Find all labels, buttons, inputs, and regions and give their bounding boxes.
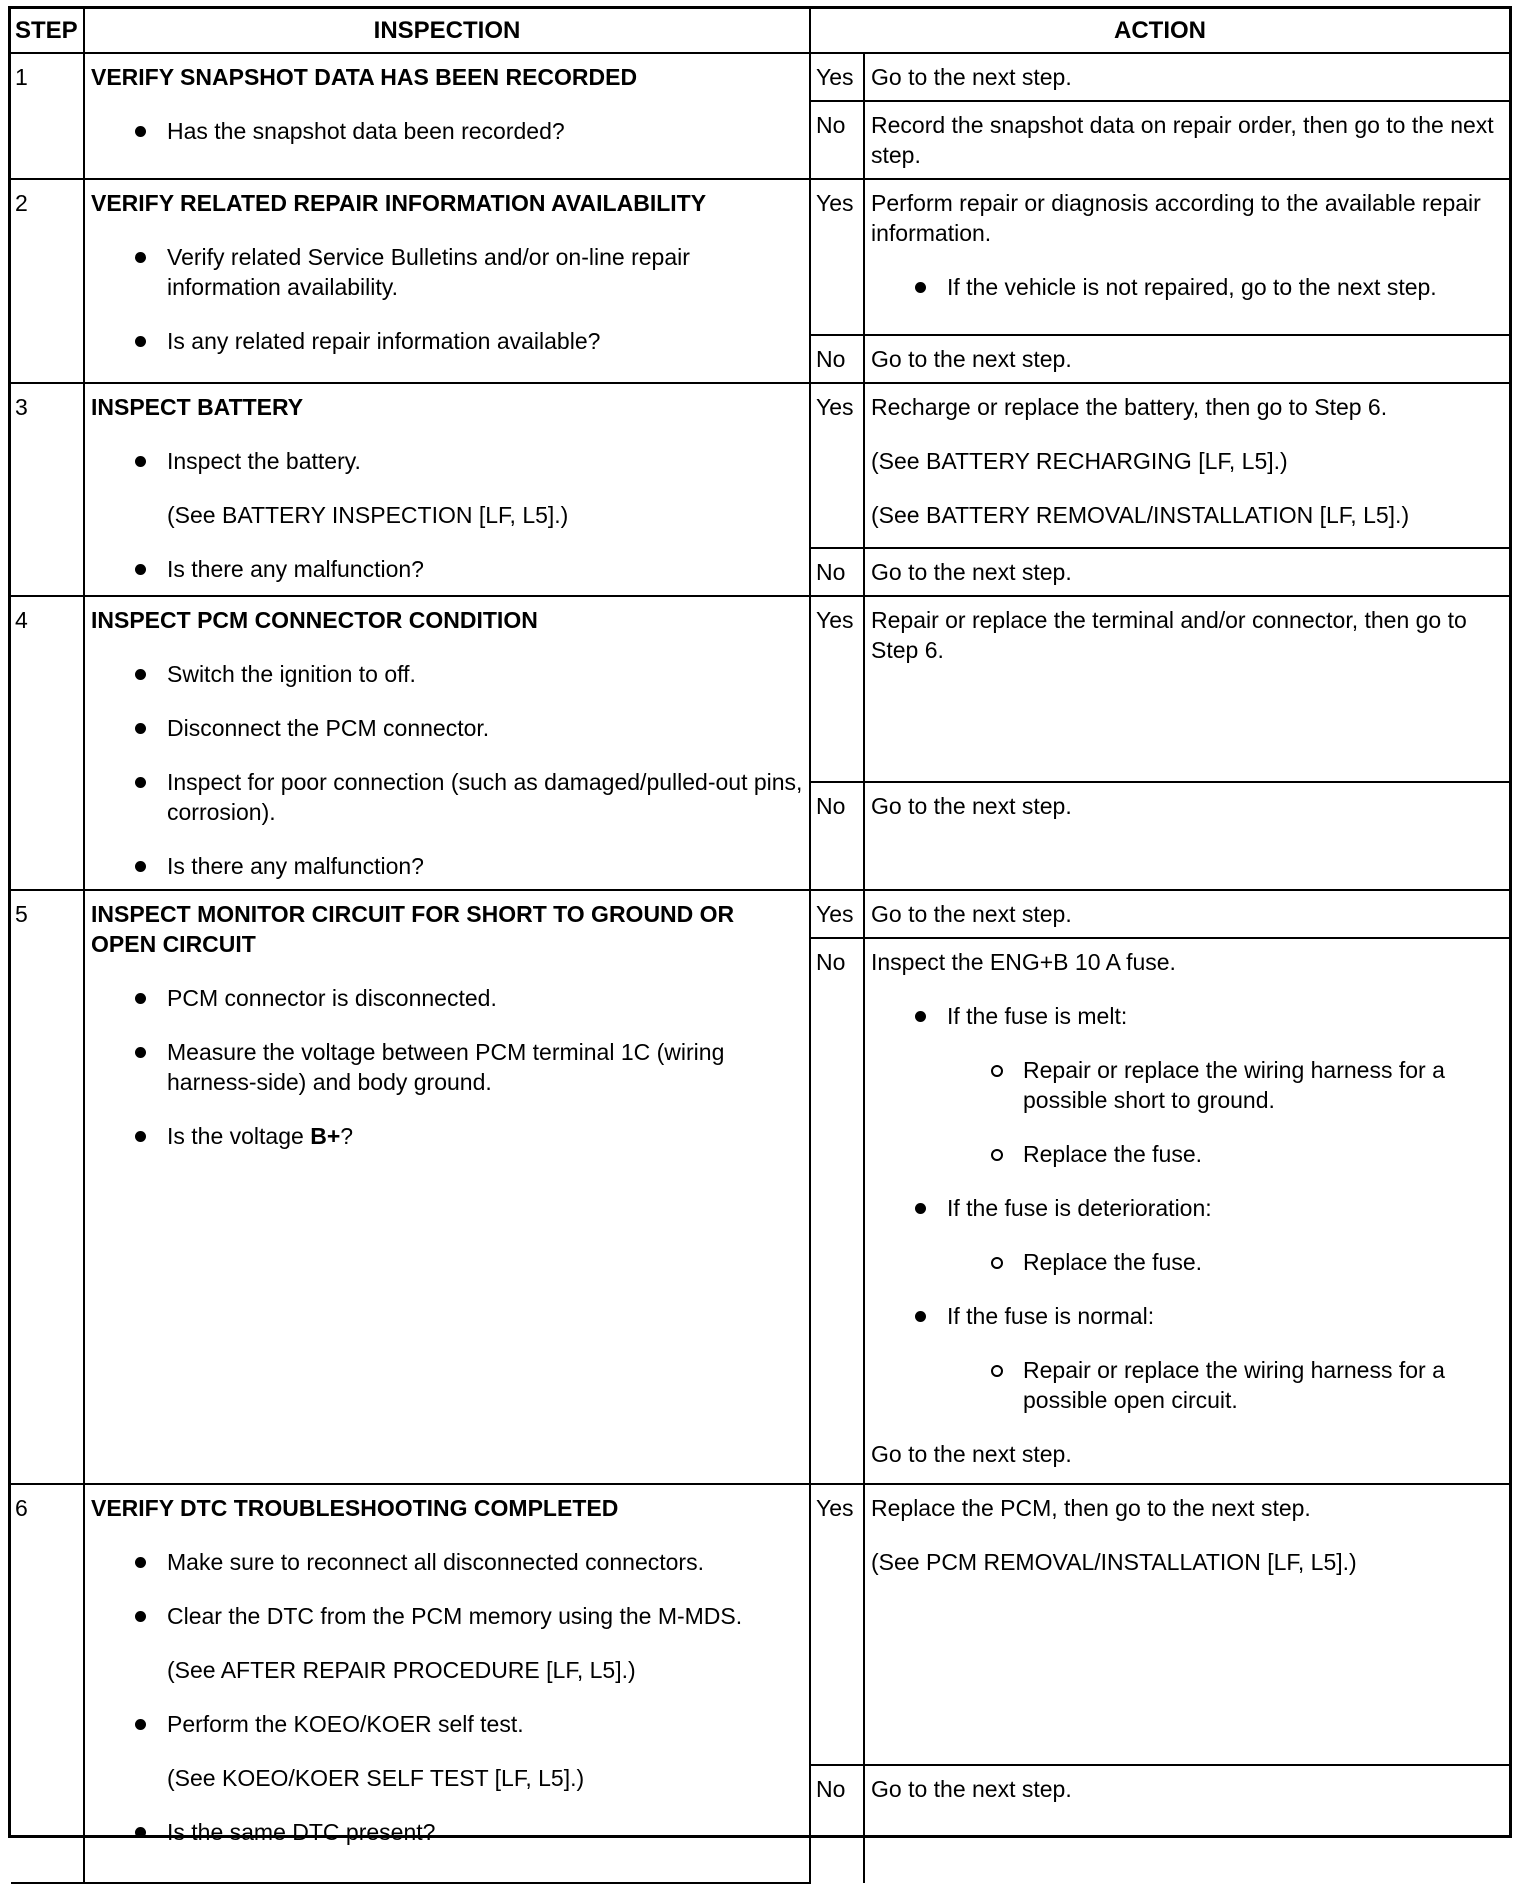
step-6-yes-text: Replace the PCM, then go to the next step. — [871, 1495, 1311, 1521]
step-5-condition-2-action-1: Replace the fuse. — [871, 1247, 1503, 1277]
step-6-title: VERIFY DTC TROUBLESHOOTING COMPLETED — [91, 1495, 619, 1521]
step-3-no-action: Go to the next step. — [864, 548, 1509, 596]
bullet-icon — [135, 669, 146, 680]
bullet-icon — [915, 1011, 926, 1022]
bullet-icon — [915, 1311, 926, 1322]
step-6-reference-2: (See KOEO/KOER SELF TEST [LF, L5].) — [167, 1765, 585, 1791]
hollow-bullet-icon — [991, 1065, 1003, 1077]
table-header-row — [11, 9, 1509, 53]
step-4-no-label: No — [810, 782, 864, 890]
step-5-yes-action: Go to the next step. — [864, 890, 1509, 938]
step-4-yes-row — [11, 596, 1509, 782]
step-3-item-2: Is there any malfunction? — [91, 554, 803, 584]
step-5-condition-1: If the fuse is melt: — [871, 1001, 1503, 1031]
step-6-item-4: Is the same DTC present? — [91, 1817, 803, 1847]
step-4-yes-action: Repair or replace the terminal and/or connector, then go to Step 6. — [864, 596, 1509, 782]
step-3-yes-row — [11, 383, 1509, 548]
step-1-item-1: Has the snapshot data been recorded? — [91, 116, 803, 146]
step-3-yes-ref-2: (See BATTERY REMOVAL/INSTALLATION [LF, L5].) — [871, 502, 1410, 528]
step-5-no-action — [864, 938, 1509, 1484]
step-4-item-1: Switch the ignition to off. — [91, 659, 803, 689]
step-3-yes-label: Yes — [810, 383, 864, 548]
step-2-yes-label: Yes — [810, 179, 864, 335]
hollow-bullet-icon — [991, 1149, 1003, 1161]
step-2-number: 2 — [11, 179, 84, 383]
bullet-icon — [135, 993, 146, 1004]
step-3-reference: (See BATTERY INSPECTION [LF, L5].) — [167, 502, 569, 528]
step-5-item-2: Measure the voltage between PCM terminal 1C (wiring harness-side) and body ground. — [91, 1037, 803, 1097]
step-5-item-1: PCM connector is disconnected. — [91, 983, 803, 1013]
step-3-item-1: Inspect the battery. — [91, 446, 803, 476]
step-1-no-label: No — [810, 101, 864, 179]
step-5-item-3: Is the voltage B+? — [91, 1121, 803, 1151]
voltage-value: B+ — [310, 1123, 341, 1149]
step-6-item-2: Clear the DTC from the PCM memory using the M-MDS. — [91, 1601, 803, 1631]
bullet-icon — [135, 1131, 146, 1142]
bullet-icon — [135, 564, 146, 575]
step-3-yes-action — [864, 383, 1509, 548]
step-1-title: VERIFY SNAPSHOT DATA HAS BEEN RECORDED — [91, 64, 638, 90]
step-5-no-final: Go to the next step. — [871, 1441, 1072, 1467]
step-5-number: 5 — [11, 890, 84, 1484]
bullet-icon — [135, 1557, 146, 1568]
step-6-inspection — [84, 1484, 810, 1883]
step-2-item-1: Verify related Service Bulletins and/or on-line repair information availability. — [91, 242, 803, 302]
step-1-yes-action: Go to the next step. — [864, 53, 1509, 101]
step-2-yes-action — [864, 179, 1509, 335]
step-2-yes-row — [11, 179, 1509, 335]
bullet-icon — [135, 252, 146, 263]
bullet-icon — [135, 861, 146, 872]
bullet-icon — [135, 777, 146, 788]
bullet-icon — [135, 1611, 146, 1622]
step-3-no-label: No — [810, 548, 864, 596]
step-4-item-2: Disconnect the PCM connector. — [91, 713, 803, 743]
step-6-yes-label: Yes — [810, 1484, 864, 1765]
bullet-icon — [135, 456, 146, 467]
step-4-title: INSPECT PCM CONNECTOR CONDITION — [91, 607, 538, 633]
step-6-item-1: Make sure to reconnect all disconnected connectors. — [91, 1547, 803, 1577]
step-1-number: 1 — [11, 53, 84, 179]
bullet-icon — [135, 336, 146, 347]
step-4-item-3: Inspect for poor connection (such as damaged/pulled-out pins, corrosion). — [91, 767, 803, 827]
bullet-icon — [135, 126, 146, 137]
step-1-yes-row — [11, 53, 1509, 101]
step-2-inspection — [84, 179, 810, 383]
step-4-number: 4 — [11, 596, 84, 890]
step-5-title: INSPECT MONITOR CIRCUIT FOR SHORT TO GROUND OR OPEN CIRCUIT — [91, 901, 735, 957]
hollow-bullet-icon — [991, 1365, 1003, 1377]
bullet-icon — [135, 723, 146, 734]
action-column-header: ACTION — [810, 9, 1509, 53]
step-5-no-label: No — [810, 938, 864, 1484]
step-6-yes-row — [11, 1484, 1509, 1765]
step-2-yes-text: Perform repair or diagnosis according to the available repair information. — [871, 190, 1481, 246]
step-2-no-label: No — [810, 335, 864, 383]
bullet-icon — [135, 1719, 146, 1730]
bullet-icon — [135, 1827, 146, 1838]
bullet-icon — [135, 1047, 146, 1058]
diagnostic-procedure-table — [8, 6, 1512, 1845]
step-1-no-action: Record the snapshot data on repair order, then go to the next step. — [864, 101, 1509, 179]
step-6-yes-ref: (See PCM REMOVAL/INSTALLATION [LF, L5].) — [871, 1549, 1357, 1575]
hollow-bullet-icon — [991, 1257, 1003, 1269]
step-5-yes-label: Yes — [810, 890, 864, 938]
step-3-yes-text: Recharge or replace the battery, then go to Step 6. — [871, 394, 1388, 420]
inspection-column-header: INSPECTION — [84, 9, 810, 53]
step-5-yes-row — [11, 890, 1509, 938]
step-4-yes-label: Yes — [810, 596, 864, 782]
step-column-header: STEP — [11, 9, 84, 53]
step-4-inspection — [84, 596, 810, 890]
step-5-no-text: Inspect the ENG+B 10 A fuse. — [871, 949, 1176, 975]
step-5-condition-1-action-1: Repair or replace the wiring harness for a possible short to ground. — [871, 1055, 1503, 1115]
step-6-no-label: No — [810, 1765, 864, 1883]
step-5-condition-1-action-2: Replace the fuse. — [871, 1139, 1503, 1169]
step-4-item-4: Is there any malfunction? — [91, 851, 803, 881]
step-2-title: VERIFY RELATED REPAIR INFORMATION AVAILABILITY — [91, 190, 707, 216]
step-1-inspection — [84, 53, 810, 179]
step-6-no-action: Go to the next step. — [864, 1765, 1509, 1883]
step-5-inspection — [84, 890, 810, 1484]
bullet-icon — [915, 1203, 926, 1214]
step-3-yes-ref-1: (See BATTERY RECHARGING [LF, L5].) — [871, 448, 1288, 474]
step-4-no-action: Go to the next step. — [864, 782, 1509, 890]
step-3-number: 3 — [11, 383, 84, 596]
step-1-yes-label: Yes — [810, 53, 864, 101]
bullet-icon — [915, 282, 926, 293]
step-5-condition-3-action-1: Repair or replace the wiring harness for a possible open circuit. — [871, 1355, 1503, 1415]
step-6-yes-action — [864, 1484, 1509, 1765]
step-6-item-3: Perform the KOEO/KOER self test. — [91, 1709, 803, 1739]
step-2-no-action: Go to the next step. — [864, 335, 1509, 383]
step-6-number: 6 — [11, 1484, 84, 1883]
step-3-title: INSPECT BATTERY — [91, 394, 304, 420]
step-6-reference-1: (See AFTER REPAIR PROCEDURE [LF, L5].) — [167, 1657, 636, 1683]
step-2-yes-bullet: If the vehicle is not repaired, go to the next step. — [871, 272, 1503, 302]
step-5-condition-3: If the fuse is normal: — [871, 1301, 1503, 1331]
step-5-condition-2: If the fuse is deterioration: — [871, 1193, 1503, 1223]
step-3-inspection — [84, 383, 810, 596]
step-2-item-2: Is any related repair information available? — [91, 326, 803, 356]
